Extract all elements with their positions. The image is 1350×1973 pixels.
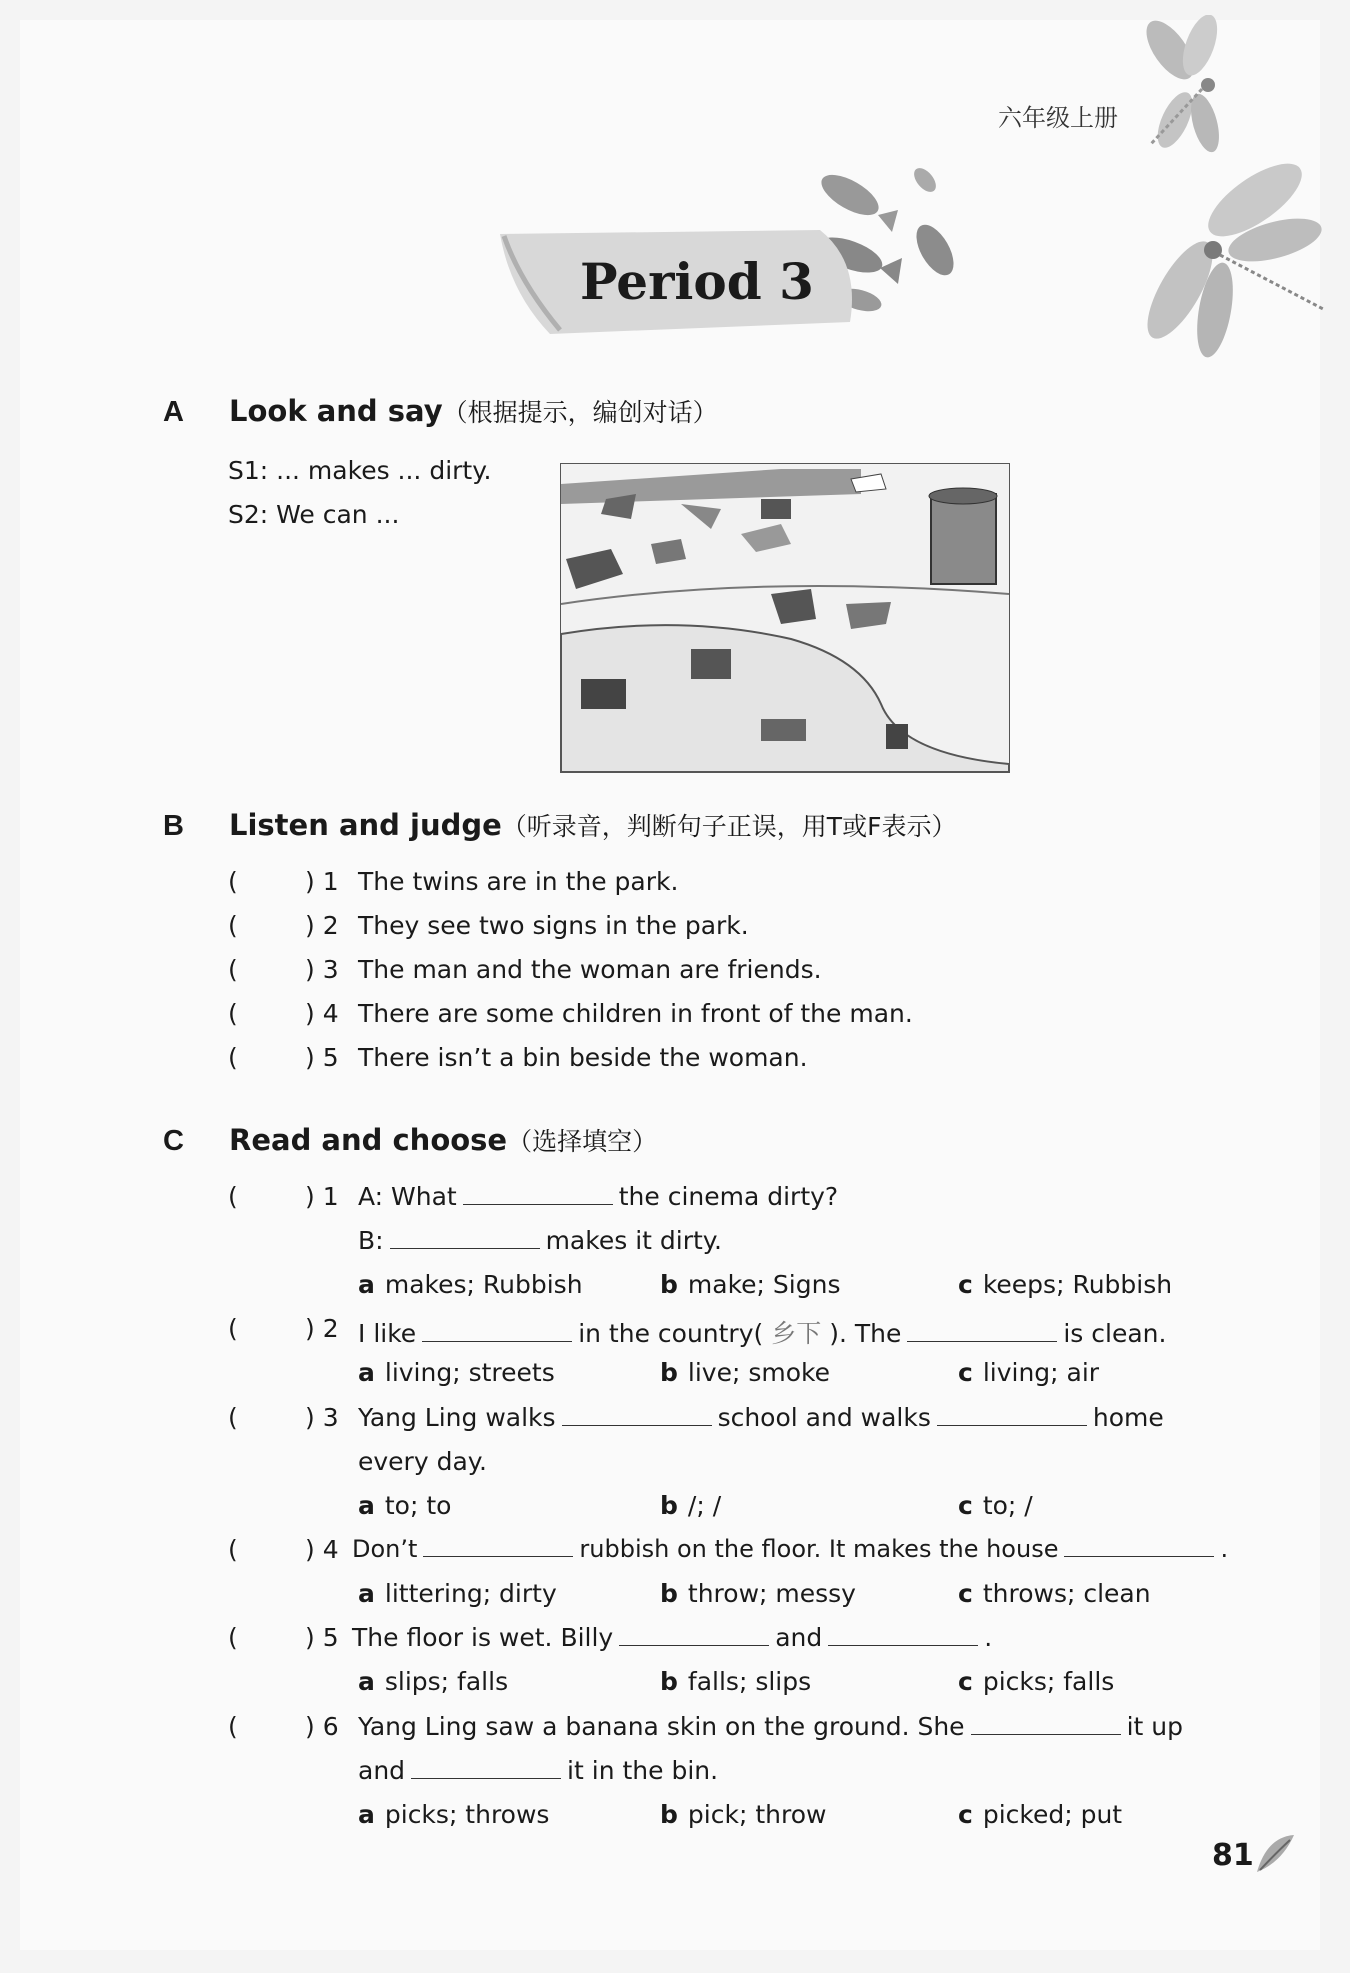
option-c[interactable]: c living; air xyxy=(958,1358,1100,1387)
item-number: ) 2 xyxy=(305,1314,339,1343)
section-c-heading: C Read and choose（选择填空） xyxy=(163,1123,658,1157)
leaf-icon xyxy=(1252,1832,1297,1877)
item-number: ) 2 xyxy=(305,911,339,940)
item-number: ) 4 xyxy=(305,999,339,1028)
dialog-line-s2: S2: We can ... xyxy=(228,500,400,529)
item-number: ) 1 xyxy=(305,867,339,896)
page-title: Period 3 xyxy=(580,252,814,311)
answer-blank[interactable] xyxy=(619,1625,769,1646)
item-number: ) 1 xyxy=(305,1182,339,1211)
question-text: The floor is wet. Billy and . xyxy=(352,1623,993,1652)
option-a[interactable]: a slips; falls xyxy=(358,1667,509,1696)
answer-paren[interactable]: ( xyxy=(228,1182,238,1211)
item-number: ) 3 xyxy=(305,1403,339,1432)
option-a[interactable]: a littering; dirty xyxy=(358,1579,557,1608)
option-b[interactable]: b make; Signs xyxy=(660,1270,841,1299)
answer-blank[interactable] xyxy=(828,1625,978,1646)
statement-text: The twins are in the park. xyxy=(358,867,679,896)
option-c[interactable]: c keeps; Rubbish xyxy=(958,1270,1173,1299)
option-b[interactable]: b falls; slips xyxy=(660,1667,812,1696)
item-number: ) 5 xyxy=(305,1043,339,1072)
statement-text: There isn’t a bin beside the woman. xyxy=(358,1043,808,1072)
statement-text: They see two signs in the park. xyxy=(358,911,749,940)
dragonfly-icon xyxy=(1135,150,1330,365)
question-text: Yang Ling walks school and walks home xyxy=(358,1403,1164,1432)
option-c[interactable]: c picks; falls xyxy=(958,1667,1115,1696)
question-text: Yang Ling saw a banana skin on the ground. She it up xyxy=(358,1712,1183,1741)
answer-paren[interactable]: ( xyxy=(228,911,238,940)
question-text: and it in the bin. xyxy=(358,1756,719,1785)
title-banner xyxy=(490,222,870,340)
answer-blank[interactable] xyxy=(1064,1536,1214,1557)
answer-blank[interactable] xyxy=(971,1714,1121,1735)
answer-paren[interactable]: ( xyxy=(228,1712,238,1741)
answer-paren[interactable]: ( xyxy=(228,1623,238,1652)
grade-label: 六年级上册 xyxy=(998,104,1118,132)
option-c[interactable]: c to; / xyxy=(958,1491,1033,1520)
answer-blank[interactable] xyxy=(423,1536,573,1557)
answer-blank[interactable] xyxy=(907,1321,1057,1342)
answer-blank[interactable] xyxy=(422,1321,572,1342)
option-a[interactable]: a makes; Rubbish xyxy=(358,1270,583,1299)
question-text: I like in the country( 乡下 ). The is clean. xyxy=(358,1319,1167,1348)
answer-blank[interactable] xyxy=(562,1405,712,1426)
question-text: A: What the cinema dirty? xyxy=(358,1182,839,1211)
item-number: ) 5 xyxy=(305,1623,339,1652)
option-a[interactable]: a living; streets xyxy=(358,1358,555,1387)
page-number: 81 xyxy=(1212,1838,1254,1873)
answer-blank[interactable] xyxy=(463,1184,613,1205)
option-b[interactable]: b pick; throw xyxy=(660,1800,827,1829)
statement-text: The man and the woman are friends. xyxy=(358,955,822,984)
option-a[interactable]: a picks; throws xyxy=(358,1800,550,1829)
section-b-heading: B Listen and judge（听录音，判断句子正误，用T或F表示） xyxy=(163,808,957,842)
dialog-line-s1: S1: ... makes ... dirty. xyxy=(228,456,492,485)
answer-blank[interactable] xyxy=(390,1228,540,1249)
option-a[interactable]: a to; to xyxy=(358,1491,452,1520)
question-text: every day. xyxy=(358,1447,487,1476)
option-b[interactable]: b live; smoke xyxy=(660,1358,830,1387)
question-text: B: makes it dirty. xyxy=(358,1226,722,1255)
answer-blank[interactable] xyxy=(411,1758,561,1779)
option-c[interactable]: c picked; put xyxy=(958,1800,1123,1829)
answer-paren[interactable]: ( xyxy=(228,1403,238,1432)
option-b[interactable]: b throw; messy xyxy=(660,1579,856,1608)
item-number: ) 3 xyxy=(305,955,339,984)
answer-paren[interactable]: ( xyxy=(228,955,238,984)
item-number: ) 4 xyxy=(305,1535,339,1564)
question-text: Don’t rubbish on the floor. It makes the house . xyxy=(352,1535,1229,1563)
option-c[interactable]: c throws; clean xyxy=(958,1579,1151,1608)
dragonfly-icon xyxy=(1130,15,1240,165)
answer-paren[interactable]: ( xyxy=(228,867,238,896)
litter-illustration xyxy=(560,463,1010,773)
answer-blank[interactable] xyxy=(937,1405,1087,1426)
answer-paren[interactable]: ( xyxy=(228,1043,238,1072)
option-b[interactable]: b /; / xyxy=(660,1491,722,1520)
item-number: ) 6 xyxy=(305,1712,339,1741)
statement-text: There are some children in front of the man. xyxy=(358,999,913,1028)
section-a-heading: A Look and say（根据提示，编创对话） xyxy=(163,394,718,428)
answer-paren[interactable]: ( xyxy=(228,1314,238,1343)
answer-paren[interactable]: ( xyxy=(228,999,238,1028)
answer-paren[interactable]: ( xyxy=(228,1535,238,1564)
